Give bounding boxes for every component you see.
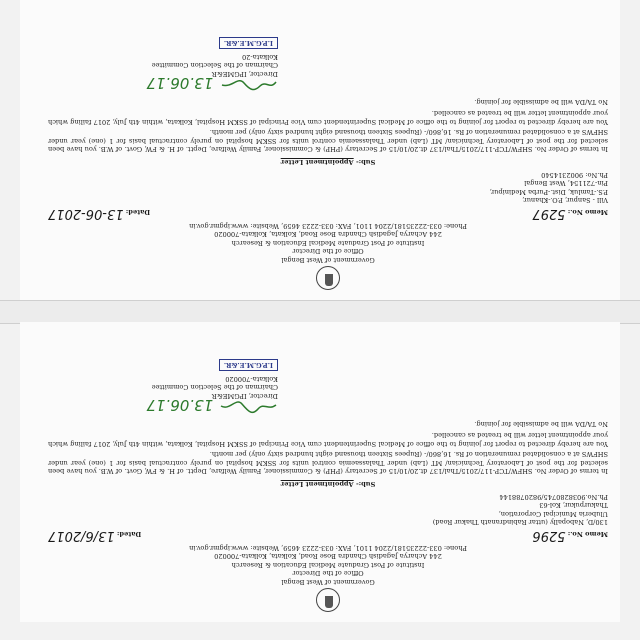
memo-date: Dated: 13/6/2017 (48, 528, 142, 544)
addressee: 130/D, Nabopally (uttar Rabindranath Thakur Road) Uluberia Municipal Corporation, Thakurpukur, Kol-63 Ph.No.9038280745/9820788144 (432, 492, 608, 527)
government-emblem-icon (316, 266, 340, 290)
page-gap (0, 300, 640, 324)
memo-number: Memo No.: 5297 (532, 206, 608, 222)
signature-block: 13.06.17 Director, IPGME&R Chairman of the Selection Committee Kolkata-700020 I.P.G.M.E.&R. (48, 359, 278, 414)
office-stamp: I.P.G.M.E.&R. (219, 359, 278, 372)
signature-scribble-icon (218, 400, 278, 414)
appointment-letter-1 (20, 0, 620, 300)
subject-line: Sub:- Appointment Letter (280, 158, 376, 167)
appointment-letter-2 (20, 322, 620, 622)
body-paragraph: No TA/DA will be admissible for joining. (474, 98, 608, 107)
memo-date: Dated: 13-06-2017 (48, 206, 151, 222)
subject-line: Sub:- Appointment Letter (280, 480, 376, 489)
letterhead: Government of West Bengal Office of the Director Institute of Post Graduate Medical Education & Research 244 Acharya Jagadish Chandra Bose Road, Kolkata, Kolkata-700020 Phone: 033-22235181/2204 1101, FAX: 033-2223 4659, Website: www.ipgmr.gov.in (189, 543, 467, 586)
memo-number: Memo No.: 5296 (532, 528, 608, 544)
memo-row (48, 206, 608, 222)
body-paragraph: No TA/DA will be admissible for joining. (474, 420, 608, 429)
body-paragraph: In terms of Order No. SHFW/TCP-117/2015/Thal/137 dt.20/10/15 of Secretary (PHP) & Commissioner, Family Welfare, Deptt. of H. & FW, Govt. of W.B. you have been selected for the post of Laboratory Technician/ MT (Lab) under Thalassaemia control units for SSKM hospital on purely contractual basis for 1 (one) year under SHFWS at a consolidated remuneration of Rs. 16,860/- (Rupees Sixteen thousand eight hundred sixty only) per month. (48, 450, 608, 476)
signature-scribble-icon (218, 78, 278, 92)
signature-block: 13.06.17 Director, IPGME&R Chairman of the Selection Committee Kolkata-20 I.P.G.M.E.&R. (48, 37, 278, 92)
memo-row (48, 528, 608, 544)
signature: 13.06.17 (48, 78, 278, 92)
body-paragraph: You are hereby directed to report for joining to the office of Medical Superintendent cum Vice Principal of SSKM Hospital, Kolkata, within 4th July, 2017 failing which your appointment letter will be treated as cancelled. (48, 109, 608, 126)
government-emblem-icon (316, 588, 340, 612)
signature: 13.06.17 (48, 400, 278, 414)
addressee: Vill - Sanpur, P.O.-Khanur, P.S.-Tamluk, Dist.-Purba Medinipur, Pin-721154, West Bengal Ph.No: 9002314540 (489, 170, 608, 205)
letterhead: Government of West Bengal Office of the Director Institute of Post Graduate Medical Education & Research 244 Acharya Jagadish Chandra Bose Road, Kolkata, Kolkata-700020 Phone: 033-22235181/2204 1101, FAX: 033-2223 4659, Website: www.ipgmr.gov.in (189, 221, 467, 264)
body-paragraph: You are hereby directed to report for joining to the office of Medical Superintendent cum Vice Principal of SSKM Hospital, Kolkata, within 4th July, 2017 failing which your appointment letter will be treated as cancelled. (48, 431, 608, 448)
office-stamp: I.P.G.M.E.&R. (219, 37, 278, 50)
body-paragraph: In terms of Order No. SHFW/TCP-117/2015/Thal/137 dt.20/10/15 of Secretary (PHP) & Commissioner, Family Welfare, Deptt. of H. & FW, Govt. of W.B. you have been selected for the post of Laboratory Technician/ MT (Lab) under Thalassaemia control units for SSKM hospital on purely contractual basis for 1 (one) year under SHFWS at a consolidated remuneration of Rs. 16,860/- (Rupees Sixteen thousand eight hundred sixty only) per month. (48, 128, 608, 154)
